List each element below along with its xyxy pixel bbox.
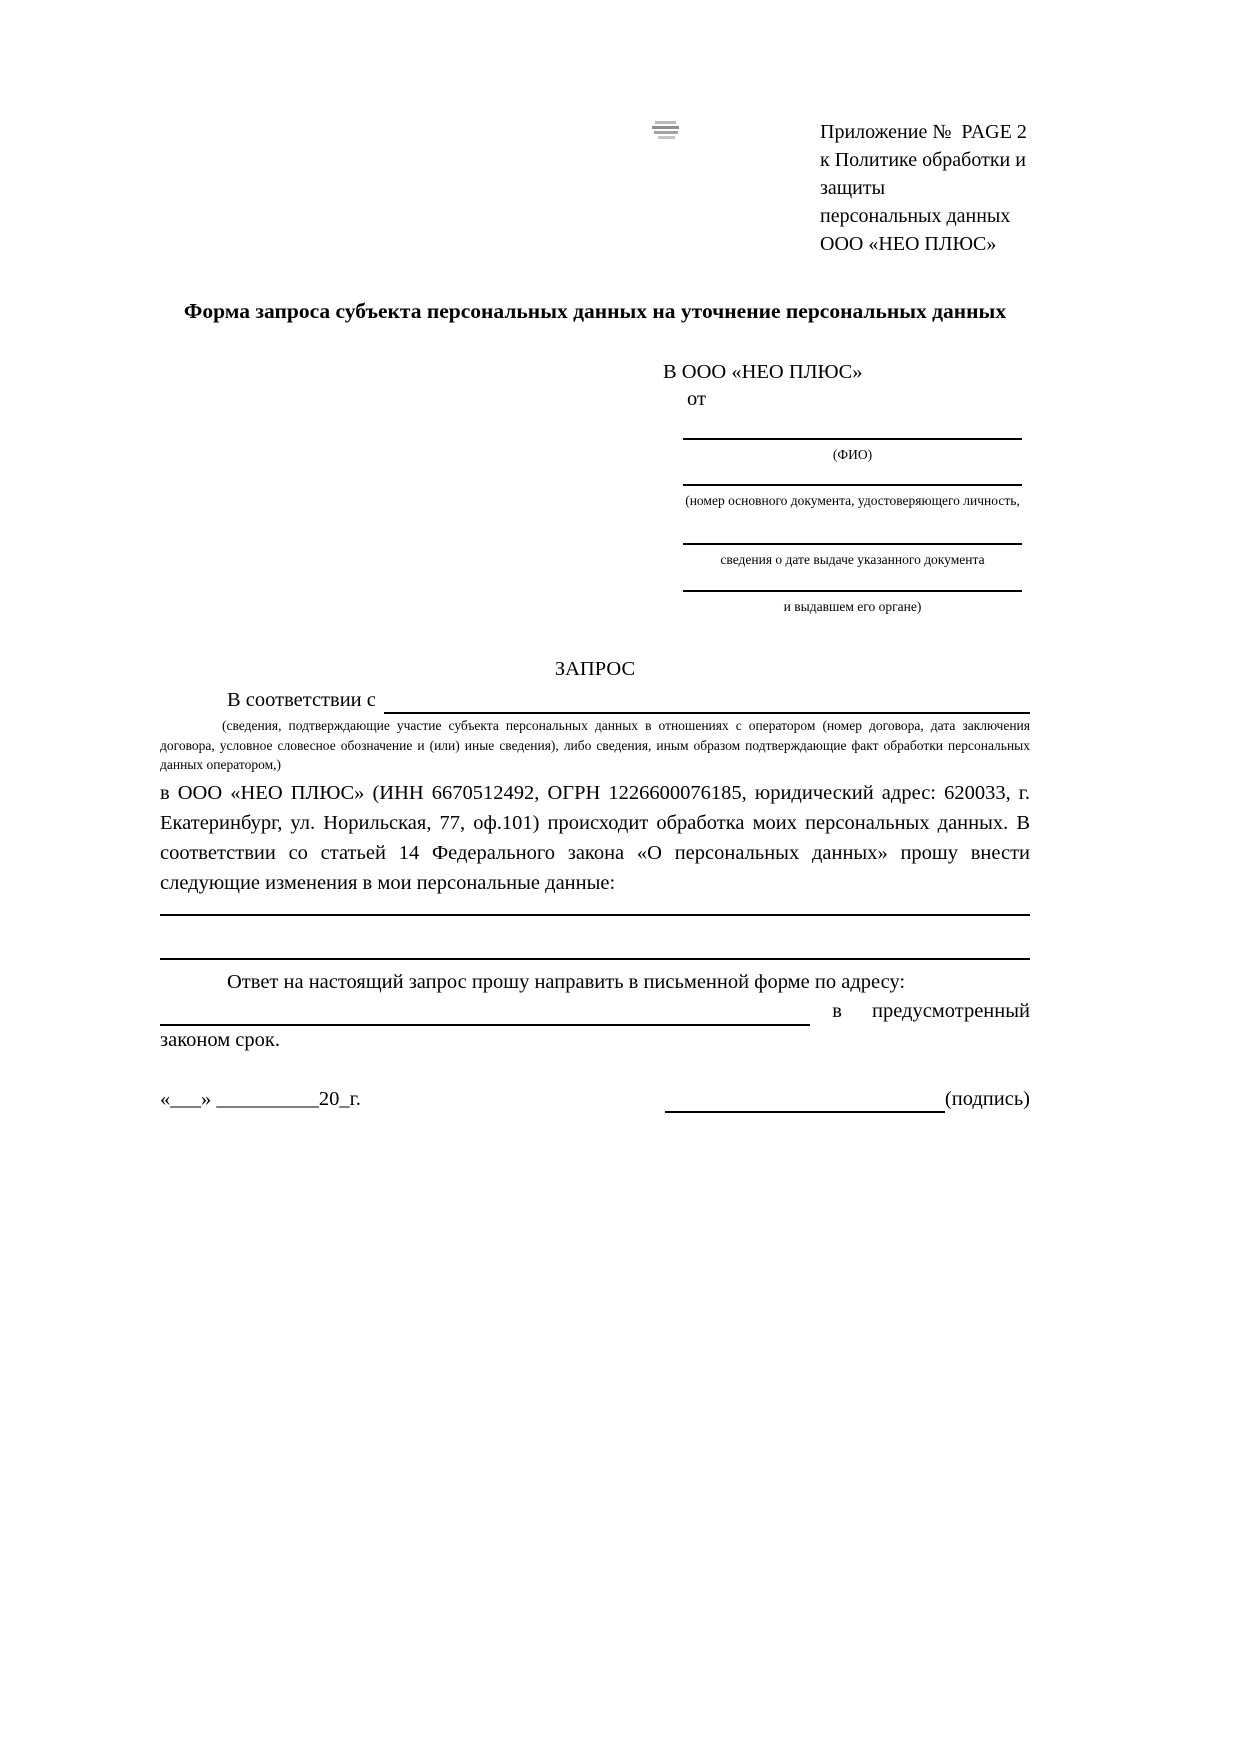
fio-caption: (ФИО): [832, 447, 873, 462]
request-intro-text: В соответствии с: [227, 689, 376, 711]
company-name: ООО «НЕО ПЛЮС»: [820, 233, 997, 255]
request-body-paragraph: в ООО «НЕО ПЛЮС» (ИНН 6670512492, ОГРН 1226600076185, юридический адрес: 620033, г. Екатеринбург, ул. Норильская, 77, оф.101) происходит обработка моих персональных данных. В соответствии со статьей 14 Федерального закона «О персональных данных» прошу внести следующие изменения в мои персональные данные:: [160, 781, 1030, 894]
issuer-caption: и выдавшем его органе): [783, 599, 922, 614]
doc-number-caption: (номер основного документа, удостоверяющего личность,: [685, 493, 1020, 508]
policy-line-2: персональных данных: [820, 205, 1011, 227]
addressee-block: [663, 358, 1030, 616]
changes-blank-line-2: [160, 958, 1030, 960]
signature-caption: (подпись): [944, 1087, 1030, 1110]
addressee-to: В ООО «НЕО ПЛЮС»: [663, 361, 863, 383]
footer-row: [160, 1085, 1030, 1113]
fine-print-note: (сведения, подтверждающие участие субъекта персональных данных в отношениях с оператором (номер договора, дата заключения договора, условное словесное обозначение и (или) иные сведения), либо сведения, иным образом подтверждающие факт обработки персональных данных оператором,): [160, 718, 1030, 772]
request-intro-row: [160, 687, 1030, 714]
response-intro: Ответ на настоящий запрос прошу направить в письменной форме по адресу:: [227, 970, 906, 993]
response-word-stipulated: предусмотренный: [871, 999, 1030, 1022]
fio-blank-line: [683, 428, 1022, 440]
basis-blank-line: [384, 690, 1030, 714]
signature-group: [665, 1085, 1030, 1113]
appendix-header: [820, 118, 1070, 258]
addressee-from-label: от: [687, 388, 706, 410]
document-title: Форма запроса субъекта персональных данных на уточнение персональных данных: [183, 299, 1007, 323]
request-heading: ЗАПРОС: [554, 658, 636, 680]
date-line: «___» __________20_г.: [160, 1087, 361, 1110]
field-code-marker-icon: [652, 120, 679, 143]
address-blank-line: [160, 1000, 810, 1026]
appendix-number-line: Приложение № PAGE 2: [820, 121, 1027, 143]
issue-date-caption: сведения о дате выдаче указанного документа: [720, 552, 985, 567]
response-tail: законом срок.: [160, 1028, 280, 1051]
response-word-in: в: [832, 999, 842, 1022]
signature-blank-line: [665, 1089, 945, 1113]
changes-blank-line-1: [160, 914, 1030, 916]
response-address-row: [160, 997, 1030, 1026]
policy-line-1: к Политике обработки и защиты: [820, 149, 1026, 199]
